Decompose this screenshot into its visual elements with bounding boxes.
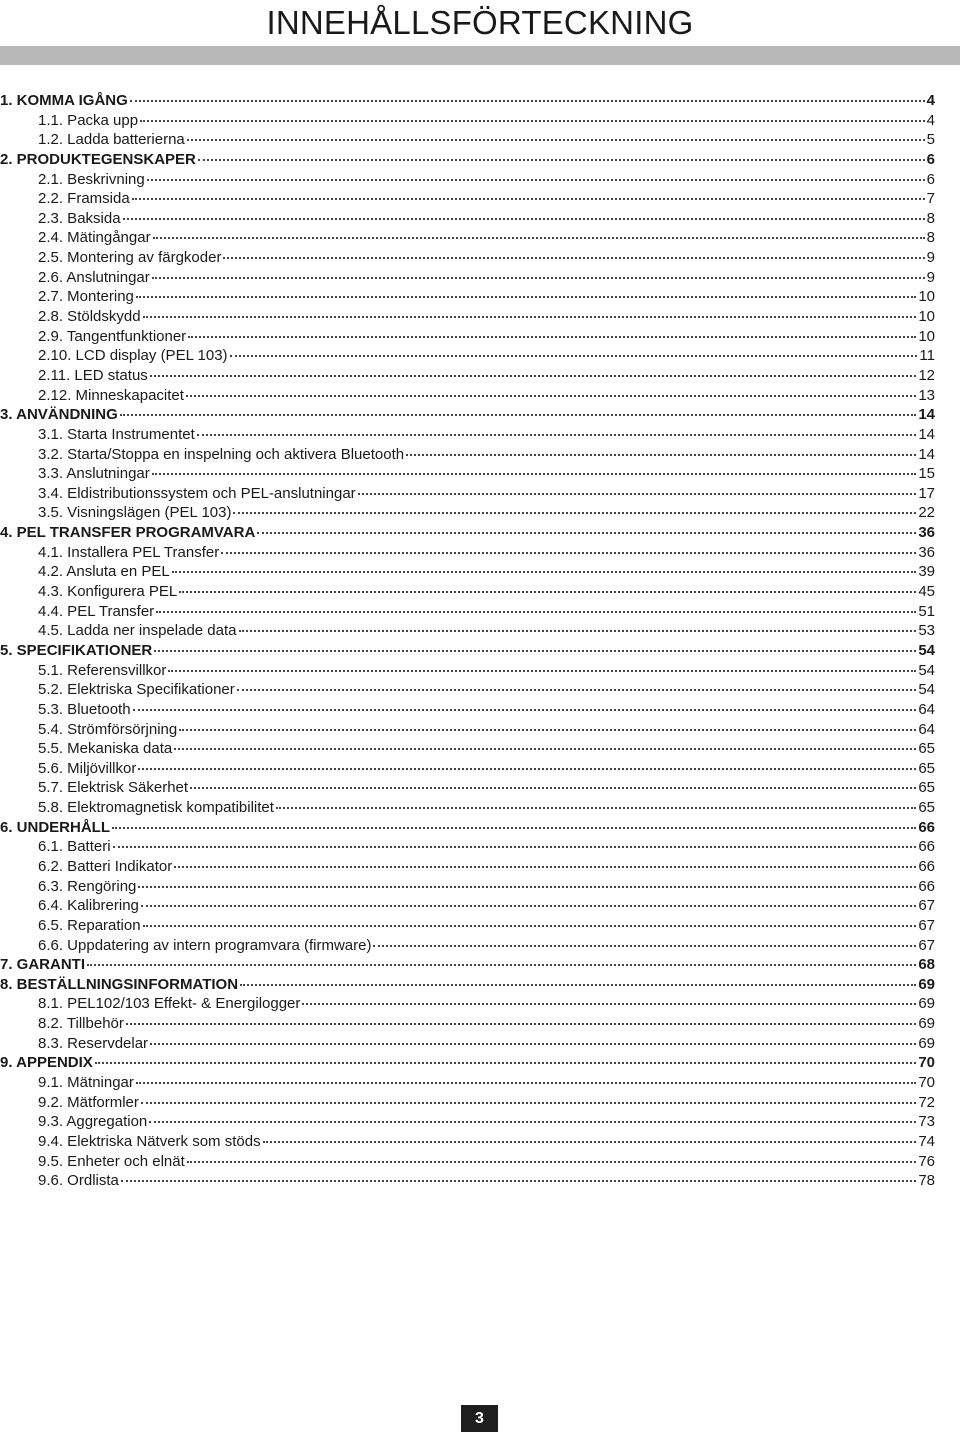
toc-section-entry[interactable] (0, 1014, 935, 1034)
toc-section-entry[interactable] (0, 877, 935, 897)
dot-leader (113, 846, 917, 848)
toc-entry-page: 76 (918, 1152, 935, 1170)
toc-section-entry[interactable] (0, 327, 935, 347)
dot-leader (95, 1062, 917, 1064)
toc-entry-page: 65 (918, 740, 935, 758)
toc-section-entry[interactable] (0, 700, 935, 720)
toc-section-entry[interactable] (0, 445, 935, 465)
toc-entry-label: 9.6. Ordlista (38, 1172, 119, 1190)
toc-entry-label: 5.6. Miljövillkor (38, 759, 137, 777)
toc-section-entry[interactable] (0, 130, 935, 150)
toc-entry-label: 9.2. Mätformler (38, 1093, 139, 1111)
toc-entry-page: 69 (918, 975, 935, 993)
toc-entry-page: 72 (918, 1093, 935, 1111)
toc-section-entry[interactable] (0, 936, 935, 956)
toc-entry-label: 2.2. Framsida (38, 190, 130, 208)
toc-entry-label: 2.7. Montering (38, 288, 134, 306)
toc-chapter-entry[interactable] (0, 818, 935, 838)
toc-section-entry[interactable] (0, 759, 935, 779)
dot-leader (140, 120, 925, 122)
toc-section-entry[interactable] (0, 1073, 935, 1093)
dot-leader (198, 159, 925, 161)
toc-entry-label: 8. BESTÄLLNINGSINFORMATION (0, 975, 239, 993)
toc-entry-page: 66 (918, 877, 935, 895)
toc-section-entry[interactable] (0, 228, 935, 248)
toc-entry-page: 69 (918, 1034, 935, 1052)
toc-section-entry[interactable] (0, 837, 935, 857)
dot-leader (190, 787, 916, 789)
toc-entry-label: 9. APPENDIX (0, 1054, 93, 1072)
toc-entry-label: 1. KOMMA IGÅNG (0, 92, 128, 109)
dot-leader (123, 218, 925, 220)
toc-entry-page: 69 (918, 995, 935, 1013)
dot-leader (188, 336, 916, 338)
toc-chapter-entry[interactable] (0, 1053, 935, 1073)
toc-entry-label: 2.8. Stöldskydd (38, 308, 141, 326)
toc-entry-label: 2.5. Montering av färgkoder (38, 249, 222, 267)
toc-entry-label: 2. PRODUKTEGENSKAPER (0, 150, 196, 168)
page-title: INNEHÅLLSFÖRTECKNING (266, 4, 694, 41)
toc-entry-page: 36 (918, 524, 935, 542)
toc-entry-page: 65 (918, 799, 935, 817)
toc-entry-page: 9 (926, 249, 935, 267)
toc-section-entry[interactable] (0, 386, 935, 406)
toc-entry-page: 53 (918, 622, 935, 640)
toc-entry-page: 66 (918, 857, 935, 875)
toc-entry-label: 4.3. Konfigurera PEL (38, 583, 178, 601)
toc-entry-page: 78 (918, 1172, 935, 1190)
toc-entry-label: 5.8. Elektromagnetisk kompatibilitet (38, 799, 274, 817)
toc-entry-label: 6.2. Batteri Indikator (38, 857, 173, 875)
toc-chapter-entry[interactable] (0, 641, 935, 661)
toc-section-entry[interactable] (0, 484, 935, 504)
toc-entry-page: 51 (918, 602, 935, 620)
dot-leader (132, 198, 925, 200)
dot-leader (150, 375, 917, 377)
toc-entry-label: 3.2. Starta/Stoppa en inspelning och aktivera Bluetooth (38, 445, 405, 463)
toc-section-entry[interactable] (0, 1132, 935, 1152)
dot-leader (197, 434, 917, 436)
toc-entry-label: 2.4. Mätingångar (38, 229, 151, 247)
toc-entry-label: 5.4. Strömförsörjning (38, 720, 178, 738)
toc-entry-page: 14 (918, 425, 935, 443)
toc-entry-label: 5.2. Elektriska Specifikationer (38, 681, 235, 699)
toc-section-entry[interactable] (0, 248, 935, 268)
toc-entry-label: 8.3. Reservdelar (38, 1034, 149, 1052)
toc-entry-page: 14 (918, 445, 935, 463)
toc-entry-page: 67 (918, 916, 935, 934)
toc-entry-page: 74 (918, 1132, 935, 1150)
dot-leader (239, 630, 917, 632)
toc-entry-page: 11 (919, 347, 935, 365)
toc-chapter-entry[interactable] (0, 91, 935, 111)
toc-section-entry[interactable] (0, 739, 935, 759)
dot-leader (156, 611, 916, 613)
dot-leader (223, 257, 924, 259)
toc-entry-label: 5.3. Bluetooth (38, 700, 131, 718)
table-of-contents (0, 91, 935, 1191)
dot-leader (179, 729, 916, 731)
toc-section-entry[interactable] (0, 778, 935, 798)
dot-leader (150, 1043, 916, 1045)
toc-entry-page: 45 (918, 583, 935, 601)
toc-entry-page: 14 (918, 406, 935, 424)
toc-entry-label: 6.6. Uppdatering av intern programvara (firmware) (38, 936, 372, 954)
toc-entry-label: 6. UNDERHÅLL (0, 818, 111, 836)
toc-section-entry[interactable] (0, 896, 935, 916)
toc-section-entry[interactable] (0, 916, 935, 936)
toc-entry-page: 36 (918, 543, 935, 561)
dot-leader (263, 1141, 917, 1143)
dot-leader (136, 296, 916, 298)
dot-leader (130, 100, 925, 102)
toc-entry-page: 39 (918, 563, 935, 581)
toc-entry-page: 10 (918, 288, 935, 306)
toc-entry-page: 67 (918, 936, 935, 954)
dot-leader (179, 591, 916, 593)
page-number: 3 (461, 1405, 498, 1432)
toc-entry-label: 2.6. Anslutningar (38, 268, 150, 286)
toc-section-entry[interactable] (0, 464, 935, 484)
dot-leader (221, 552, 916, 554)
toc-entry-label: 4.1. Installera PEL Transfer (38, 543, 220, 561)
toc-entry-page: 70 (918, 1054, 935, 1072)
toc-section-entry[interactable] (0, 209, 935, 229)
dot-leader (230, 355, 918, 357)
toc-section-entry[interactable] (0, 268, 935, 288)
toc-section-entry[interactable] (0, 621, 935, 641)
toc-entry-page: 5 (926, 131, 935, 149)
toc-entry-label: 2.1. Beskrivning (38, 170, 145, 188)
dot-leader (136, 1082, 916, 1084)
dot-leader (138, 768, 916, 770)
toc-entry-label: 9.1. Mätningar (38, 1074, 134, 1092)
toc-entry-page: 66 (918, 818, 935, 836)
dot-leader (141, 1102, 916, 1104)
toc-section-entry[interactable] (0, 346, 935, 366)
toc-chapter-entry[interactable] (0, 405, 935, 425)
toc-entry-label: 8.1. PEL102/103 Effekt- & Energilogger (38, 995, 301, 1013)
toc-entry-page: 7 (926, 190, 935, 208)
toc-entry-page: 54 (918, 661, 935, 679)
dot-leader (143, 316, 917, 318)
toc-section-entry[interactable] (0, 170, 935, 190)
dot-leader (276, 807, 916, 809)
toc-entry-label: 6.4. Kalibrering (38, 897, 139, 915)
toc-entry-label: 3.4. Eldistributionssystem och PEL-anslutningar (38, 484, 356, 502)
dot-leader (154, 650, 916, 652)
toc-entry-page: 64 (918, 720, 935, 738)
toc-section-entry[interactable] (0, 562, 935, 582)
dot-leader (257, 532, 916, 534)
toc-entry-page: 54 (918, 641, 935, 659)
dot-leader (240, 984, 916, 986)
toc-entry-page: 17 (918, 484, 935, 502)
toc-entry-label: 5.1. Referensvillkor (38, 661, 167, 679)
toc-chapter-entry[interactable] (0, 975, 935, 995)
dot-leader (237, 689, 917, 691)
toc-entry-page: 12 (918, 366, 935, 384)
dot-leader (174, 866, 916, 868)
toc-section-entry[interactable] (0, 857, 935, 877)
toc-section-entry[interactable] (0, 720, 935, 740)
toc-entry-page: 64 (918, 700, 935, 718)
dot-leader (152, 277, 925, 279)
toc-section-entry[interactable] (0, 798, 935, 818)
toc-entry-label: 4. PEL TRANSFER PROGRAMVARA (0, 524, 256, 542)
toc-section-entry[interactable] (0, 680, 935, 700)
toc-section-entry[interactable] (0, 543, 935, 563)
toc-entry-page: 13 (918, 386, 935, 404)
toc-entry-page: 73 (918, 1113, 935, 1131)
toc-entry-label: 3.3. Anslutningar (38, 465, 150, 483)
toc-section-entry[interactable] (0, 425, 935, 445)
dot-leader (138, 886, 916, 888)
dot-leader (141, 905, 916, 907)
dot-leader (153, 237, 925, 239)
toc-entry-page: 8 (926, 209, 935, 227)
toc-entry-page: 65 (918, 779, 935, 797)
toc-entry-page: 10 (918, 327, 935, 345)
dot-leader (121, 1180, 916, 1182)
toc-entry-page: 67 (918, 897, 935, 915)
toc-entry-page: 9 (926, 268, 935, 286)
toc-entry-page: 4 (926, 111, 935, 129)
toc-section-entry[interactable] (0, 1112, 935, 1132)
dot-leader (358, 493, 917, 495)
toc-section-entry[interactable] (0, 503, 935, 523)
toc-entry-label: 1.1. Packa upp (38, 111, 139, 129)
toc-entry-label: 7. GARANTI (0, 956, 86, 974)
dot-leader (120, 414, 917, 416)
dot-leader (168, 670, 916, 672)
toc-section-entry[interactable] (0, 287, 935, 307)
toc-entry-page: 10 (918, 308, 935, 326)
toc-entry-label: 9.3. Aggregation (38, 1113, 148, 1131)
toc-entry-label: 5. SPECIFIKATIONER (0, 641, 153, 659)
dot-leader (174, 748, 916, 750)
toc-entry-page: 66 (918, 838, 935, 856)
toc-entry-label: 2.11. LED status (38, 366, 148, 384)
toc-section-entry[interactable] (0, 1171, 935, 1191)
toc-entry-page: 6 (926, 150, 935, 168)
dot-leader (143, 925, 917, 927)
toc-entry-label: 5.7. Elektrisk Säkerhet (38, 779, 189, 797)
dot-leader (126, 1023, 916, 1025)
toc-entry-page: 22 (918, 504, 935, 522)
toc-entry-label: 4.2. Ansluta en PEL (38, 563, 170, 581)
toc-entry-label: 6.5. Reparation (38, 916, 141, 934)
toc-section-entry[interactable] (0, 582, 935, 602)
toc-entry-label: 1.2. Ladda batterierna (38, 131, 185, 149)
toc-entry-label: 3. ANVÄNDNING (0, 406, 118, 424)
dot-leader (406, 454, 916, 456)
toc-entry-label: 3.1. Starta Instrumentet (38, 425, 195, 443)
toc-entry-label: 8.2. Tillbehör (38, 1015, 124, 1033)
toc-chapter-entry[interactable] (0, 955, 935, 975)
toc-entry-label: 2.3. Baksida (38, 209, 121, 227)
dot-leader (373, 945, 916, 947)
toc-entry-label: 9.5. Enheter och elnät (38, 1152, 185, 1170)
dot-leader (87, 964, 916, 966)
toc-section-entry[interactable] (0, 661, 935, 681)
toc-entry-page: 69 (918, 1015, 935, 1033)
toc-chapter-entry[interactable] (0, 150, 935, 170)
toc-entry-page: 70 (918, 1074, 935, 1092)
toc-section-entry[interactable] (0, 366, 935, 386)
toc-entry-label: 2.12. Minneskapacitet (38, 386, 184, 404)
toc-entry-page: 4 (926, 92, 935, 109)
dot-leader (147, 179, 925, 181)
toc-section-entry[interactable] (0, 1152, 935, 1172)
toc-entry-page: 6 (926, 170, 935, 188)
dot-leader (186, 395, 916, 397)
toc-entry-label: 9.4. Elektriska Nätverk som stöds (38, 1132, 261, 1150)
toc-section-entry[interactable] (0, 1093, 935, 1113)
toc-entry-label: 6.1. Batteri (38, 838, 111, 856)
toc-entry-page: 68 (918, 956, 935, 974)
toc-entry-page: 54 (918, 681, 935, 699)
dot-leader (133, 709, 917, 711)
toc-entry-page: 15 (918, 465, 935, 483)
toc-section-entry[interactable] (0, 602, 935, 622)
dot-leader (149, 1121, 916, 1123)
title-divider (0, 46, 960, 65)
toc-entry-label: 5.5. Mekaniska data (38, 740, 173, 758)
toc-entry-page: 8 (926, 229, 935, 247)
toc-entry-label: 4.5. Ladda ner inspelade data (38, 622, 237, 640)
toc-entry-label: 4.4. PEL Transfer (38, 602, 155, 620)
toc-entry-label: 6.3. Rengöring (38, 877, 137, 895)
dot-leader (302, 1003, 916, 1005)
dot-leader (112, 827, 916, 829)
dot-leader (187, 1161, 917, 1163)
toc-entry-page: 65 (918, 759, 935, 777)
toc-entry-label: 2.9. Tangentfunktioner (38, 327, 187, 345)
dot-leader (152, 473, 917, 475)
toc-section-entry[interactable] (0, 994, 935, 1014)
dot-leader (187, 139, 925, 141)
toc-section-entry[interactable] (0, 307, 935, 327)
toc-entry-label: 2.10. LCD display (PEL 103) (38, 347, 228, 365)
dot-leader (233, 512, 916, 514)
toc-section-entry[interactable] (0, 1034, 935, 1054)
toc-entry-label: 3.5. Visningslägen (PEL 103) (38, 504, 232, 522)
toc-chapter-entry[interactable] (0, 523, 935, 543)
toc-section-entry[interactable] (0, 111, 935, 131)
dot-leader (172, 571, 917, 573)
toc-section-entry[interactable] (0, 189, 935, 209)
